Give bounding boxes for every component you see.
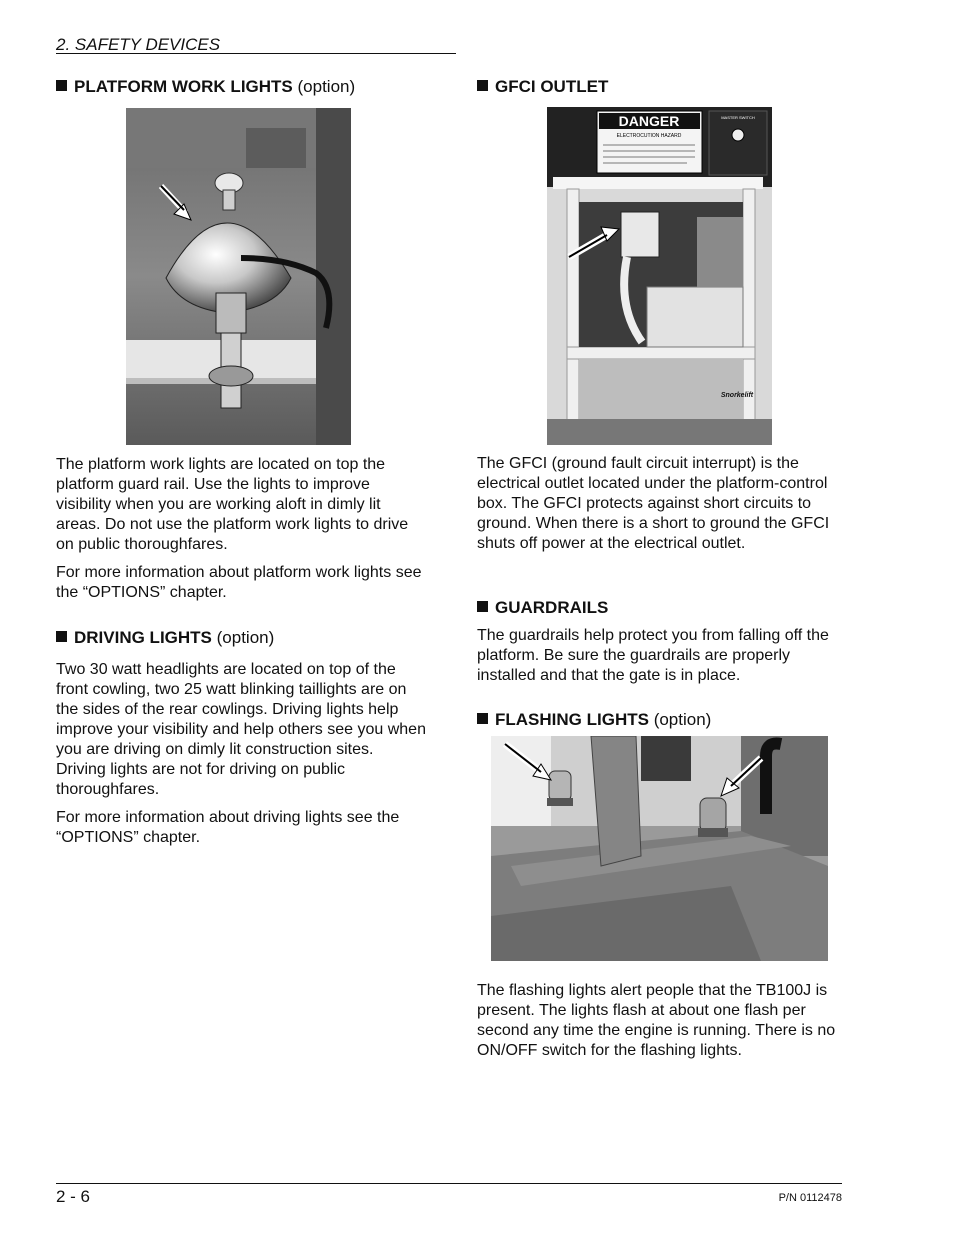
bullet-square-icon xyxy=(56,631,67,642)
section-header: 2. SAFETY DEVICES xyxy=(56,35,221,54)
header-divider xyxy=(56,53,456,54)
platform-lights-heading xyxy=(56,77,355,97)
brand-label: Snorkelift xyxy=(720,392,754,399)
danger-sign-label: DANGER xyxy=(618,113,680,129)
hazard-sign-label: ELECTROCUTION HAZARD xyxy=(616,133,682,139)
guardrails-heading xyxy=(477,598,608,618)
driving-lights-suffix: (option) xyxy=(216,628,275,647)
flashing-lights-heading xyxy=(477,710,711,730)
flashing-lights-description: The flashing lights alert people that the TB100J is present. The lights flash at about one flash per second any time the engine is running. There is no ON/OFF switch for the flashing lights. xyxy=(477,982,836,1059)
platform-lights-suffix: (option) xyxy=(297,77,356,96)
gfci-description: The GFCI (ground fault circuit interrupt) is the electrical outlet located under the platform-control box. The GFCI protects against short circuits to ground. When there is a short to ground the GFCI shuts off power at the electrical outlet. xyxy=(477,455,830,552)
driving-lights-heading xyxy=(56,628,274,648)
bullet-square-icon xyxy=(477,601,488,612)
flashing-lights-photo xyxy=(491,736,828,961)
gfci-title: GFCI OUTLET xyxy=(495,77,609,96)
master-switch-label: MASTER SWITCH xyxy=(721,115,755,120)
guardrails-description: The guardrails help protect you from falling off the platform. Be sure the guardrails are properly installed and that the gate is in place. xyxy=(477,627,829,684)
platform-lights-options-note: For more information about platform work lights see the “OPTIONS” chapter. xyxy=(56,564,422,601)
platform-lights-description: The platform work lights are located on top the platform guard rail. Use the lights to improve visibility when you are working aloft in dimly lit areas. Do not use the platform work lights to drive on public thoroughfares. xyxy=(56,456,409,553)
platform-work-light-photo xyxy=(126,108,351,445)
footer-divider xyxy=(56,1183,842,1184)
bullet-square-icon xyxy=(477,713,488,724)
driving-lights-description: Two 30 watt headlights are located on top of the front cowling, two 25 watt blinking taillights are on the sides of the rear cowlings. Driving lights help improve your visibility and help others see you when you are driving on dimly lit construction sites. Driving lights are not for driving on public thoroughfares. xyxy=(56,661,426,798)
driving-lights-title: DRIVING LIGHTS xyxy=(74,628,212,647)
bullet-square-icon xyxy=(56,80,67,91)
driving-lights-options-note: For more information about driving lights see the “OPTIONS” chapter. xyxy=(56,809,400,846)
page-number: 2 - 6 xyxy=(56,1187,91,1206)
flashing-lights-title: FLASHING LIGHTS xyxy=(495,710,649,729)
part-number: P/N 0112478 xyxy=(778,1192,842,1204)
gfci-outlet-photo xyxy=(547,107,772,445)
gfci-heading xyxy=(477,77,608,97)
platform-lights-title: PLATFORM WORK LIGHTS xyxy=(74,77,293,96)
bullet-square-icon xyxy=(477,80,488,91)
flashing-lights-suffix: (option) xyxy=(653,710,712,729)
guardrails-title: GUARDRAILS xyxy=(495,598,609,617)
